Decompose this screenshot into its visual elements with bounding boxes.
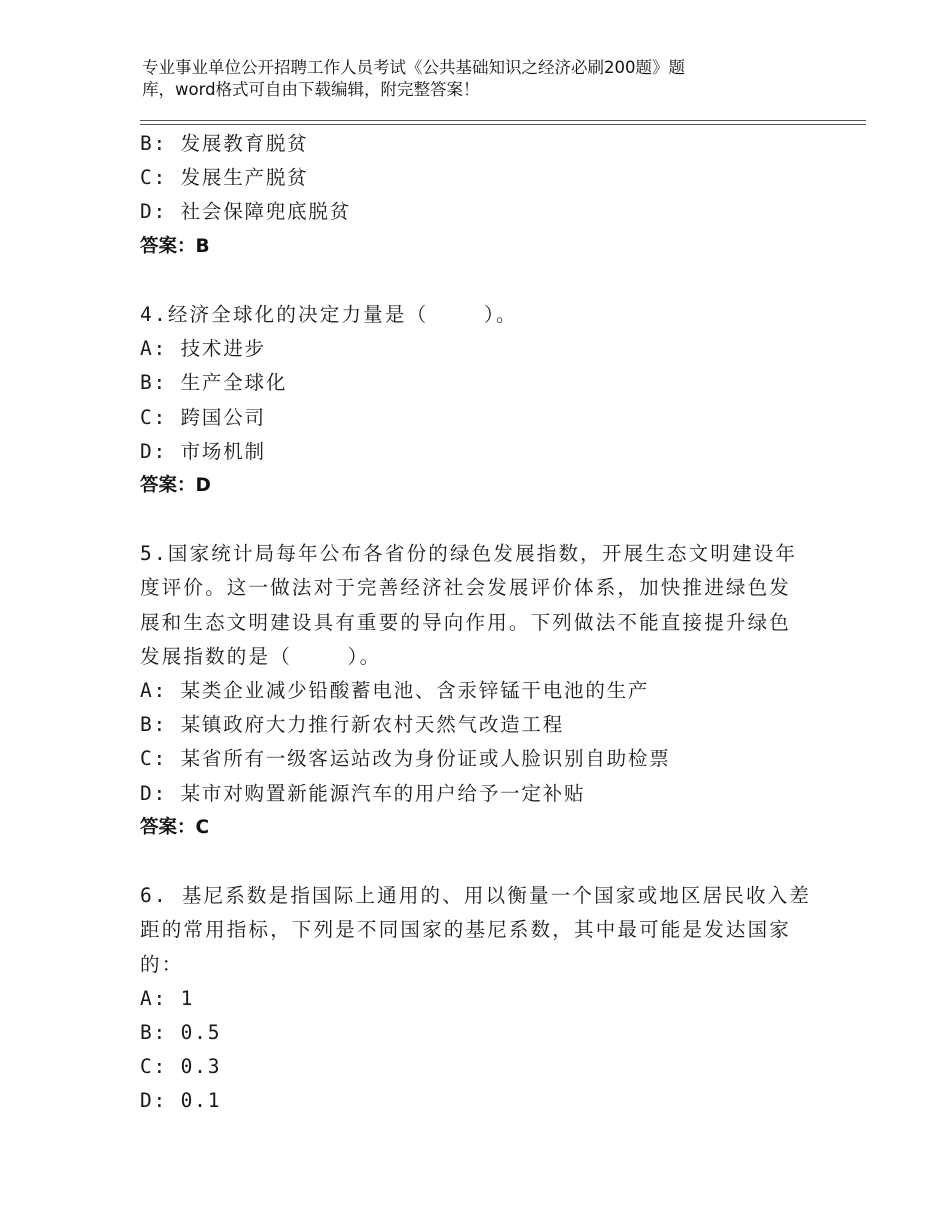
question-stem-line: 的： <box>140 952 184 976</box>
question-stem: 4.经济全球化的决定力量是（ ）。 <box>140 302 518 326</box>
option-c: C: 某省所有一级客运站改为身份证或人脸识别自助检票 <box>140 747 671 771</box>
question-3 <box>140 127 810 264</box>
question-stem-line: 发展指数的是（ ）。 <box>140 644 382 668</box>
question-stem-line: 6. 基尼系数是指国际上通用的、用以衡量一个国家或地区居民收入差 <box>140 884 812 908</box>
option-d: D: 0.1 <box>140 1089 222 1113</box>
header-line-1: 专业事业单位公开招聘工作人员考试《公共基础知识之经济必刷200题》题 <box>142 58 685 77</box>
option-d: D: 市场机制 <box>140 439 266 463</box>
option-a: A: 技术进步 <box>140 337 266 361</box>
option-b: B: 某镇政府大力推行新农村天然气改造工程 <box>140 713 565 737</box>
question-stem-line: 5.国家统计局每年公布各省份的绿色发展指数，开展生态文明建设年 <box>140 542 798 566</box>
spacer <box>140 845 810 879</box>
option-b: B: 生产全球化 <box>140 371 288 395</box>
option-c: C: 0.3 <box>140 1055 222 1079</box>
spacer <box>140 264 810 298</box>
question-stem-line: 度评价。这一做法对于完善经济社会发展评价体系，加快推进绿色发 <box>140 576 792 600</box>
option-a: A: 1 <box>140 986 195 1010</box>
header-divider <box>140 120 866 125</box>
question-6 <box>140 879 810 1118</box>
answer: 答案：C <box>140 816 210 838</box>
question-stem-line: 距的常用指标，下列是不同国家的基尼系数，其中最可能是发达国家 <box>140 918 792 942</box>
question-stem-line: 展和生态文明建设具有重要的导向作用。下列做法不能直接提升绿色 <box>140 610 792 634</box>
option-d: D: 某市对购置新能源汽车的用户给予一定补贴 <box>140 781 586 805</box>
document-header <box>142 57 782 101</box>
option-a: A: 某类企业减少铅酸蓄电池、含汞锌锰干电池的生产 <box>140 679 650 702</box>
option-b: B: 0.5 <box>140 1020 222 1044</box>
option-c: C: 跨国公司 <box>140 405 266 429</box>
answer: 答案：B <box>140 235 210 257</box>
spacer <box>140 503 810 537</box>
question-5 <box>140 537 810 845</box>
answer: 答案：D <box>140 474 211 496</box>
option-b: B: 发展教育脱贫 <box>140 132 309 155</box>
option-c: C: 发展生产脱贫 <box>140 166 309 190</box>
option-d: D: 社会保障兜底脱贫 <box>140 200 352 224</box>
question-list <box>140 127 810 1118</box>
header-line-2: 库，word格式可自由下载编辑，附完整答案！ <box>142 80 480 99</box>
question-4 <box>140 298 810 503</box>
